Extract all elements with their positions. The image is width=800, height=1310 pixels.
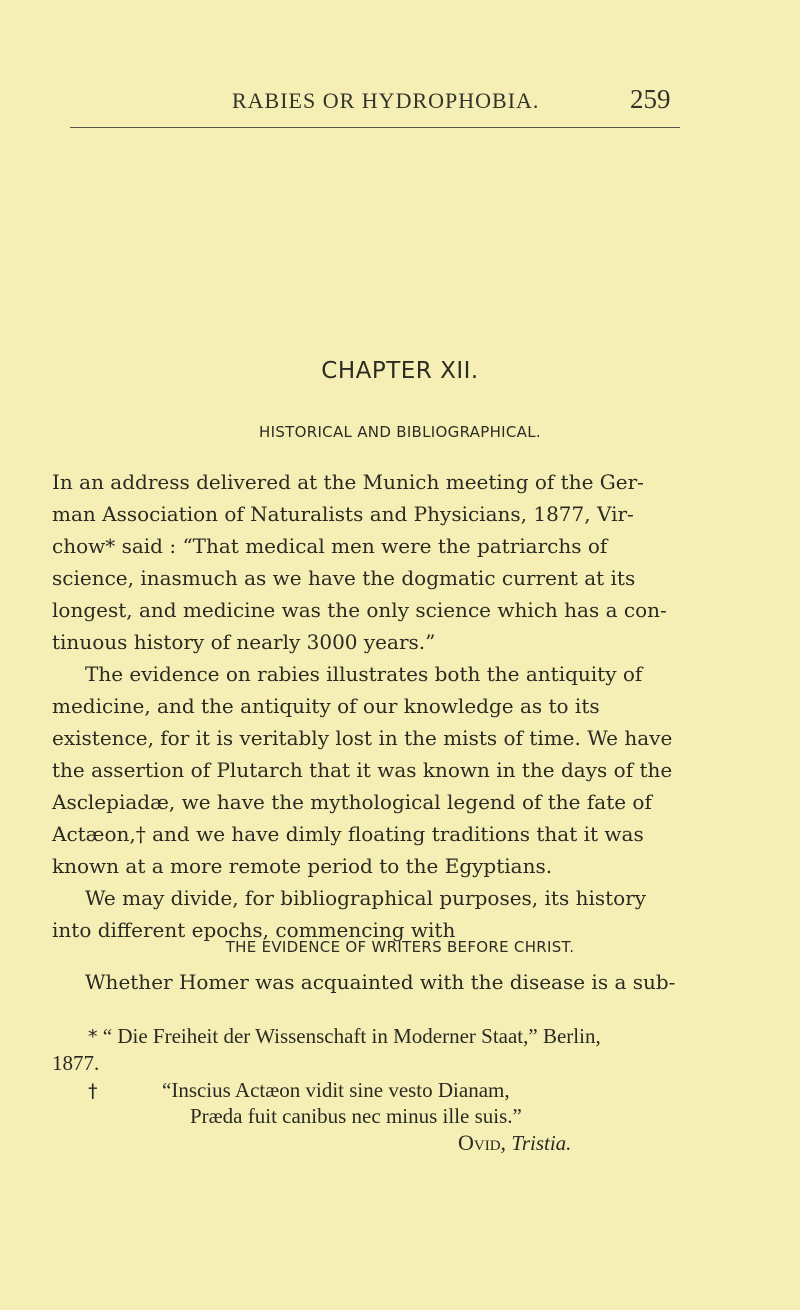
body-line: Asclepiadæ, we have the mythological legend of the fate of — [52, 790, 652, 814]
body-line: into different epochs, commencing with — [52, 918, 456, 942]
page-number: 259 — [630, 84, 671, 114]
chapter-title: CHAPTER XII. — [321, 358, 479, 384]
running-head: RABIES OR HYDROPHOBIA. — [232, 88, 540, 113]
body-line: The evidence on rabies illustrates both the antiquity of — [85, 662, 643, 686]
body-line: longest, and medicine was the only science which has a con- — [52, 598, 667, 622]
body-line: known at a more remote period to the Egyptians. — [52, 854, 553, 878]
footnote-star — [88, 1024, 601, 1049]
footnote-dagger-line: Præda fuit canibus nec minus ille suis.” — [190, 1104, 522, 1128]
body-line: existence, for it is veritably lost in the mists of time. We have — [52, 726, 673, 750]
body-line: In an address delivered at the Munich meeting of the Ger- — [52, 470, 644, 494]
body-line: We may divide, for bibliographical purposes, its history — [85, 886, 647, 910]
chapter-subtitle: HISTORICAL AND BIBLIOGRAPHICAL. — [259, 423, 541, 441]
section-heading: THE EVIDENCE OF WRITERS BEFORE CHRIST. — [225, 938, 575, 956]
body-line: science, inasmuch as we have the dogmatic current at its — [52, 566, 636, 590]
footnote-star-year: 1877. — [52, 1051, 100, 1075]
body-line: Whether Homer was acquainted with the disease is a sub- — [85, 970, 676, 994]
header-rule — [70, 127, 680, 128]
citation-author: Ovid, — [458, 1130, 507, 1155]
body-line: tinuous history of nearly 3000 years.” — [52, 630, 436, 654]
footnote-star-mark: * — [88, 1026, 98, 1048]
footnote-dagger-mark: † — [88, 1080, 98, 1102]
footnote-dagger-line: “Inscius Actæon vidit sine vesto Dianam, — [162, 1078, 510, 1102]
footnote-citation — [458, 1130, 571, 1156]
body-line: Actæon,† and we have dimly floating traditions that it was — [52, 822, 644, 846]
citation-work: Tristia. — [511, 1131, 572, 1155]
body-line: man Association of Naturalists and Physicians, 1877, Vir- — [52, 502, 634, 526]
body-line: chow* said : “That medical men were the patriarchs of — [52, 534, 608, 558]
body-line: medicine, and the antiquity of our knowledge as to its — [52, 694, 600, 718]
footnote-star-text: “ Die Freiheit der Wissenschaft in Moderner Staat,” Berlin, — [102, 1024, 601, 1048]
footnote-dagger — [88, 1078, 98, 1103]
body-line: the assertion of Plutarch that it was known in the days of the — [52, 758, 673, 782]
